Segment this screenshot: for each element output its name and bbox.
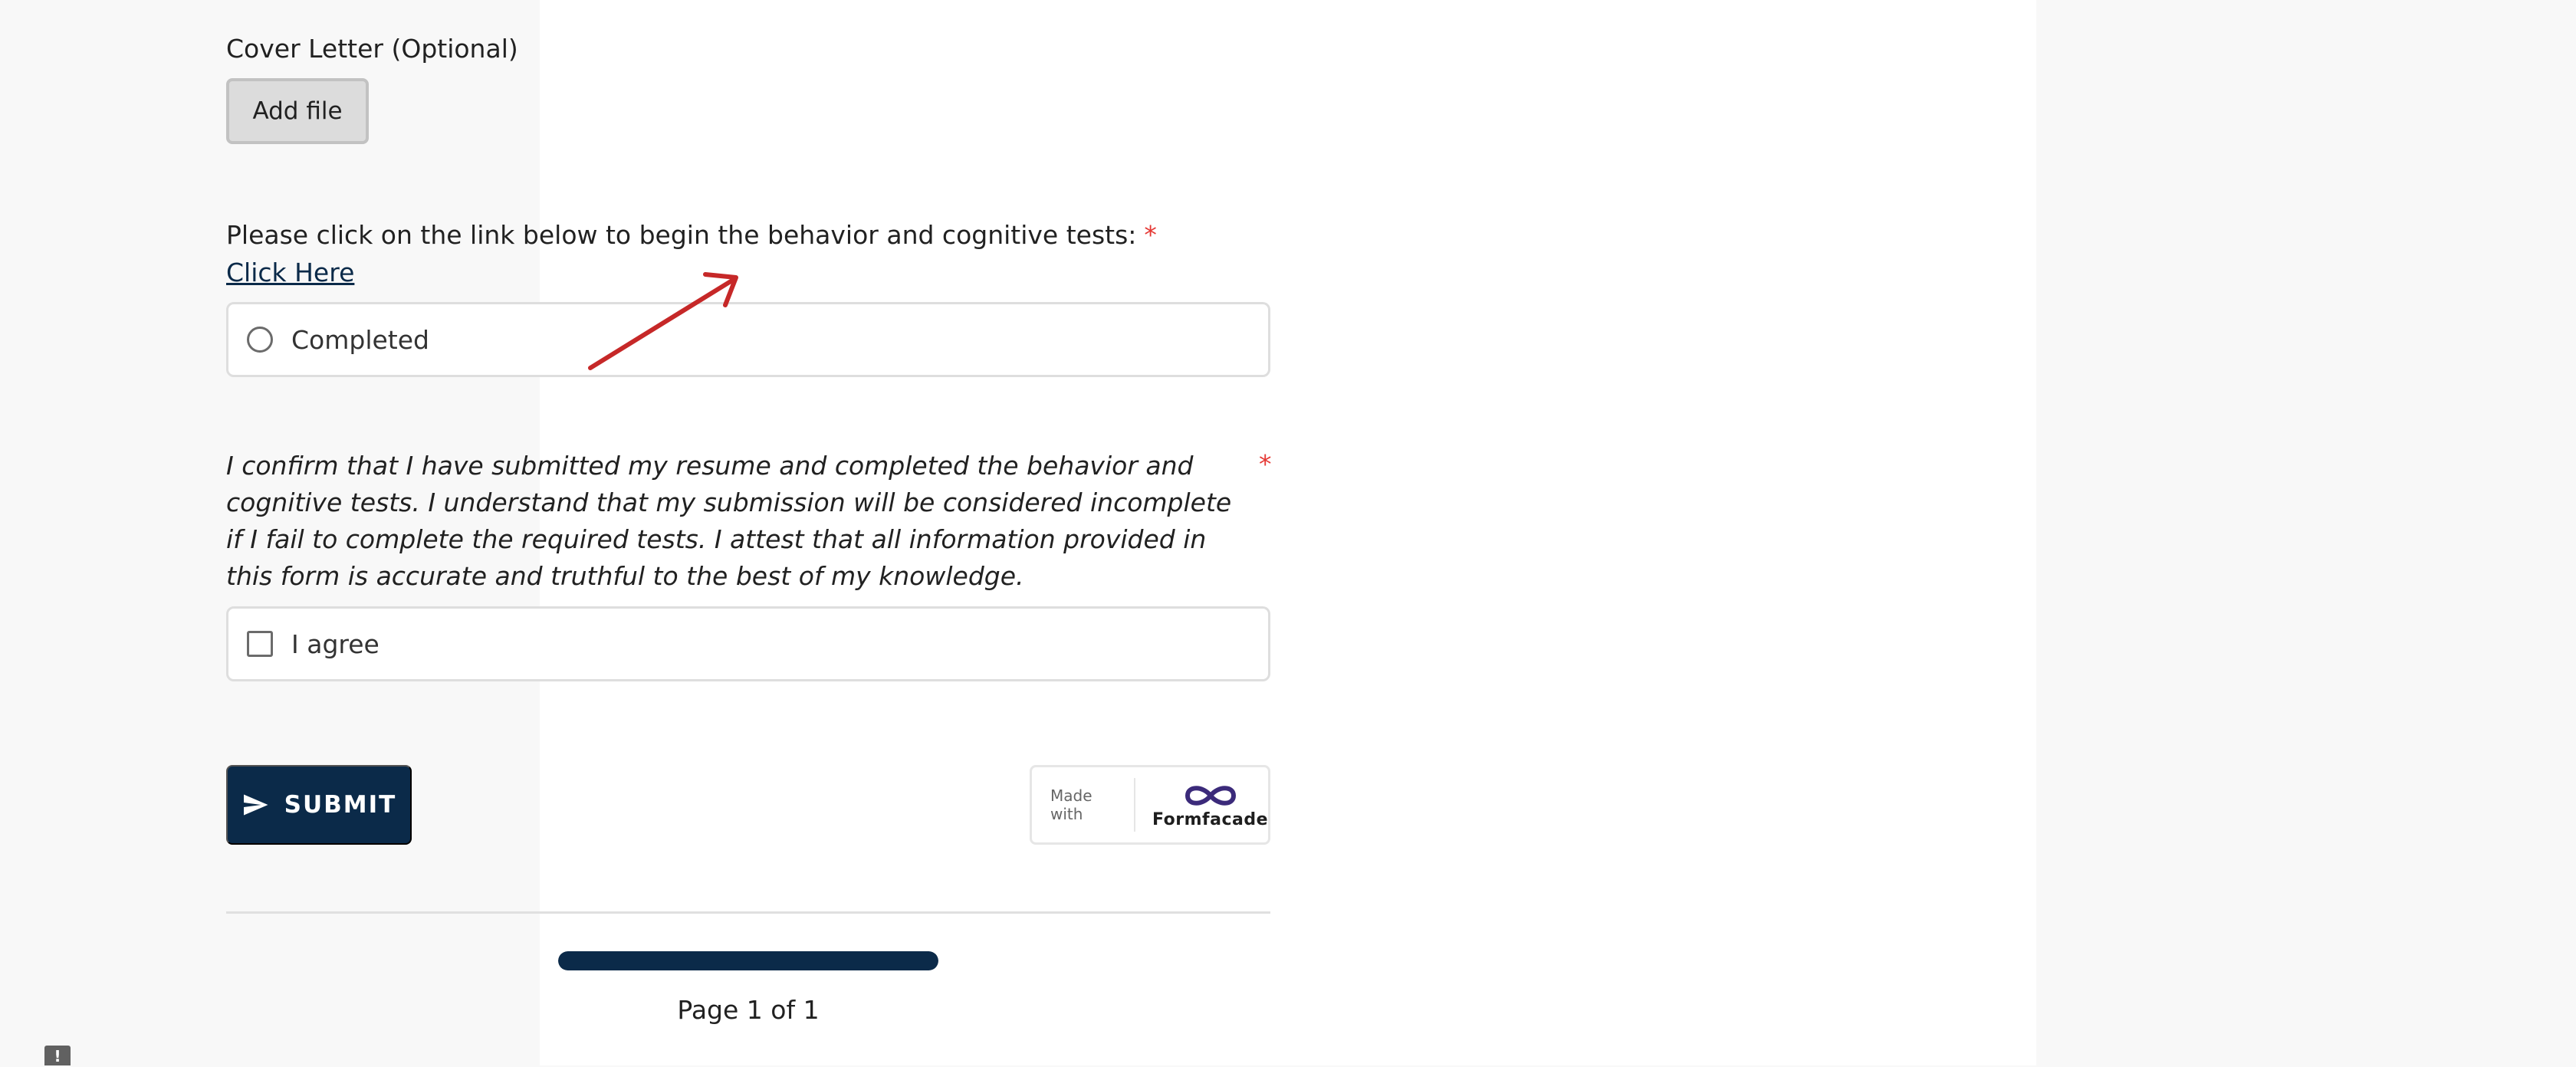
footer-divider <box>226 911 1270 914</box>
feedback-icon[interactable]: ! <box>44 1046 71 1065</box>
page-indicator: Page 1 of 1 <box>677 995 820 1025</box>
attestation-required-mark: * <box>1259 449 1272 479</box>
formfacade-badge[interactable] <box>1030 765 1270 845</box>
formfacade-logo <box>1152 781 1268 829</box>
page-progress-bar <box>558 951 938 970</box>
completed-option-label: Completed <box>291 324 429 355</box>
badge-divider <box>1134 778 1135 832</box>
completed-radio[interactable] <box>247 327 273 353</box>
required-mark: * <box>1144 220 1157 250</box>
red-arrow-annotation <box>583 265 744 373</box>
tests-link-row <box>226 256 1270 294</box>
tests-question-label <box>226 218 1270 252</box>
click-here-link[interactable]: Click Here <box>226 258 355 287</box>
made-with-text: Made with <box>1050 786 1092 823</box>
agree-checkbox[interactable] <box>247 631 273 657</box>
attestation-text: I confirm that I have submitted my resume and completed the behavior and cognitive tests. I understand that my submission will be considered incomplete if I fail to complete the required tests. I attest that all information provided in this form is accurate and truthful to the best of my knowledge. <box>226 451 1232 591</box>
cover-letter-label: Cover Letter (Optional) <box>226 34 518 64</box>
tests-question-text: Please click on the link below to begin the behavior and cognitive tests: <box>226 220 1137 250</box>
submit-button[interactable] <box>226 765 412 845</box>
infinity-logo-icon <box>1180 781 1241 810</box>
formfacade-brand-name: Formfacade <box>1152 809 1268 829</box>
add-file-button[interactable]: Add file <box>226 78 369 144</box>
completed-option[interactable] <box>226 302 1270 377</box>
agree-option[interactable] <box>226 606 1270 681</box>
agree-option-label: I agree <box>291 629 380 659</box>
submit-label: SUBMIT <box>284 791 397 819</box>
page-progress-fill <box>558 951 938 970</box>
send-icon <box>242 791 269 819</box>
